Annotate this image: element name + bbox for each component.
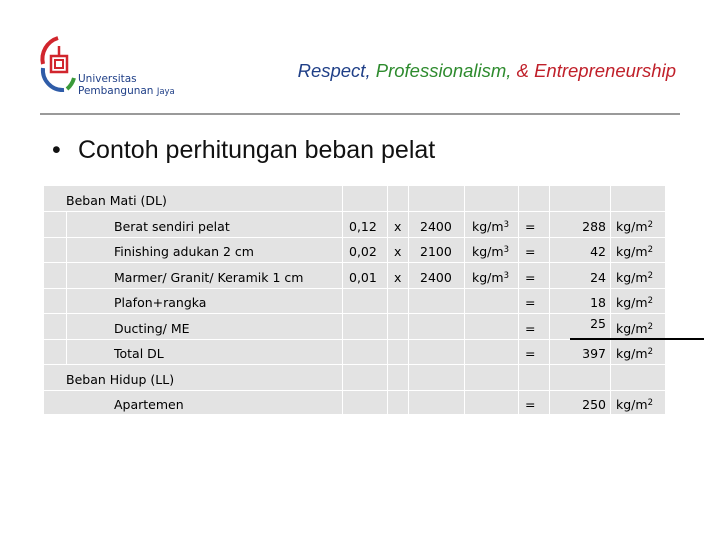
row-unit (472, 214, 509, 240)
tagline-professionalism: Professionalism, (375, 60, 512, 81)
grid-vline (387, 186, 388, 414)
grid-vline (610, 186, 611, 414)
result-unit-exp: 2 (647, 322, 653, 332)
result-unit-text: kg/m (616, 244, 648, 259)
row-result-unit (616, 239, 653, 265)
row-factor: 0,02 (349, 244, 377, 259)
row-equals: = (525, 219, 536, 234)
row-factor: 0,01 (349, 270, 377, 285)
row-unit (472, 265, 509, 291)
grid-vline (342, 186, 343, 414)
row-label: Apartemen (114, 397, 184, 412)
row-unit-text: kg/m (472, 244, 504, 259)
row-times: x (394, 219, 402, 234)
grid-vline (408, 186, 409, 414)
grid-vline (518, 186, 519, 414)
tagline-entrepreneurship: & Entrepreneurship (516, 60, 676, 81)
total-result: 397 (582, 346, 606, 361)
result-unit-exp: 2 (647, 398, 653, 408)
row-factor: 0,12 (349, 219, 377, 234)
row-unit-text: kg/m (472, 219, 504, 234)
row-result: 288 (582, 219, 606, 234)
row-label: Marmer/ Granit/ Keramik 1 cm (114, 270, 304, 285)
result-unit-exp: 2 (647, 347, 653, 357)
row-result: 42 (590, 244, 606, 259)
row-equals: = (525, 321, 536, 336)
section-label: Beban Mati (DL) (66, 193, 167, 208)
row-unit-text: kg/m (472, 270, 504, 285)
total-underline (570, 338, 704, 340)
row-result: 250 (582, 397, 606, 412)
total-equals: = (525, 346, 536, 361)
row-unit-exp: 3 (503, 220, 509, 230)
row-weight: 2400 (420, 219, 452, 234)
bullet-dot-icon: • (52, 136, 61, 164)
row-result-unit (616, 214, 653, 240)
slide-heading (52, 136, 435, 165)
row-weight: 2400 (420, 270, 452, 285)
row-unit-exp: 3 (503, 245, 509, 255)
result-unit-exp: 2 (647, 245, 653, 255)
logo-line2 (78, 85, 175, 98)
result-unit-text: kg/m (616, 321, 648, 336)
header-divider (40, 113, 680, 115)
result-unit-text: kg/m (616, 270, 648, 285)
logo-emblem-icon (38, 34, 78, 96)
section-label: Beban Hidup (LL) (66, 372, 175, 387)
row-unit-exp: 3 (503, 271, 509, 281)
total-result-unit (616, 341, 653, 367)
result-unit-text: kg/m (616, 397, 648, 412)
row-result-unit (616, 265, 653, 291)
row-weight: 2100 (420, 244, 452, 259)
row-equals: = (525, 270, 536, 285)
row-unit (472, 239, 509, 265)
result-unit-exp: 2 (647, 271, 653, 281)
row-label: Finishing adukan 2 cm (114, 244, 254, 259)
tagline (298, 60, 676, 82)
row-label: Plafon+rangka (114, 295, 207, 310)
row-times: x (394, 244, 402, 259)
row-result: 24 (590, 270, 606, 285)
logo-line2-small: Jaya (156, 87, 175, 97)
row-equals: = (525, 295, 536, 310)
heading-text: Contoh perhitungan beban pelat (78, 136, 436, 164)
row-equals: = (525, 397, 536, 412)
row-result-unit (616, 290, 653, 316)
result-unit-text: kg/m (616, 219, 648, 234)
result-unit-exp: 2 (647, 296, 653, 306)
row-label: Ducting/ ME (114, 321, 190, 336)
total-label: Total DL (114, 346, 164, 361)
result-unit-exp: 2 (647, 220, 653, 230)
row-equals: = (525, 244, 536, 259)
logo-line1: Universitas (78, 73, 137, 85)
tagline-respect: Respect, (297, 60, 371, 81)
result-unit-text: kg/m (616, 346, 648, 361)
row-times: x (394, 270, 402, 285)
logo-line2-main: Pembangunan (78, 85, 154, 97)
grid-vline (549, 186, 550, 414)
university-logo (38, 34, 178, 106)
row-result: 25 (590, 316, 606, 331)
result-unit-text: kg/m (616, 295, 648, 310)
row-result-unit (616, 392, 653, 418)
row-result: 18 (590, 295, 606, 310)
grid-vline (464, 186, 465, 414)
row-label: Berat sendiri pelat (114, 219, 230, 234)
